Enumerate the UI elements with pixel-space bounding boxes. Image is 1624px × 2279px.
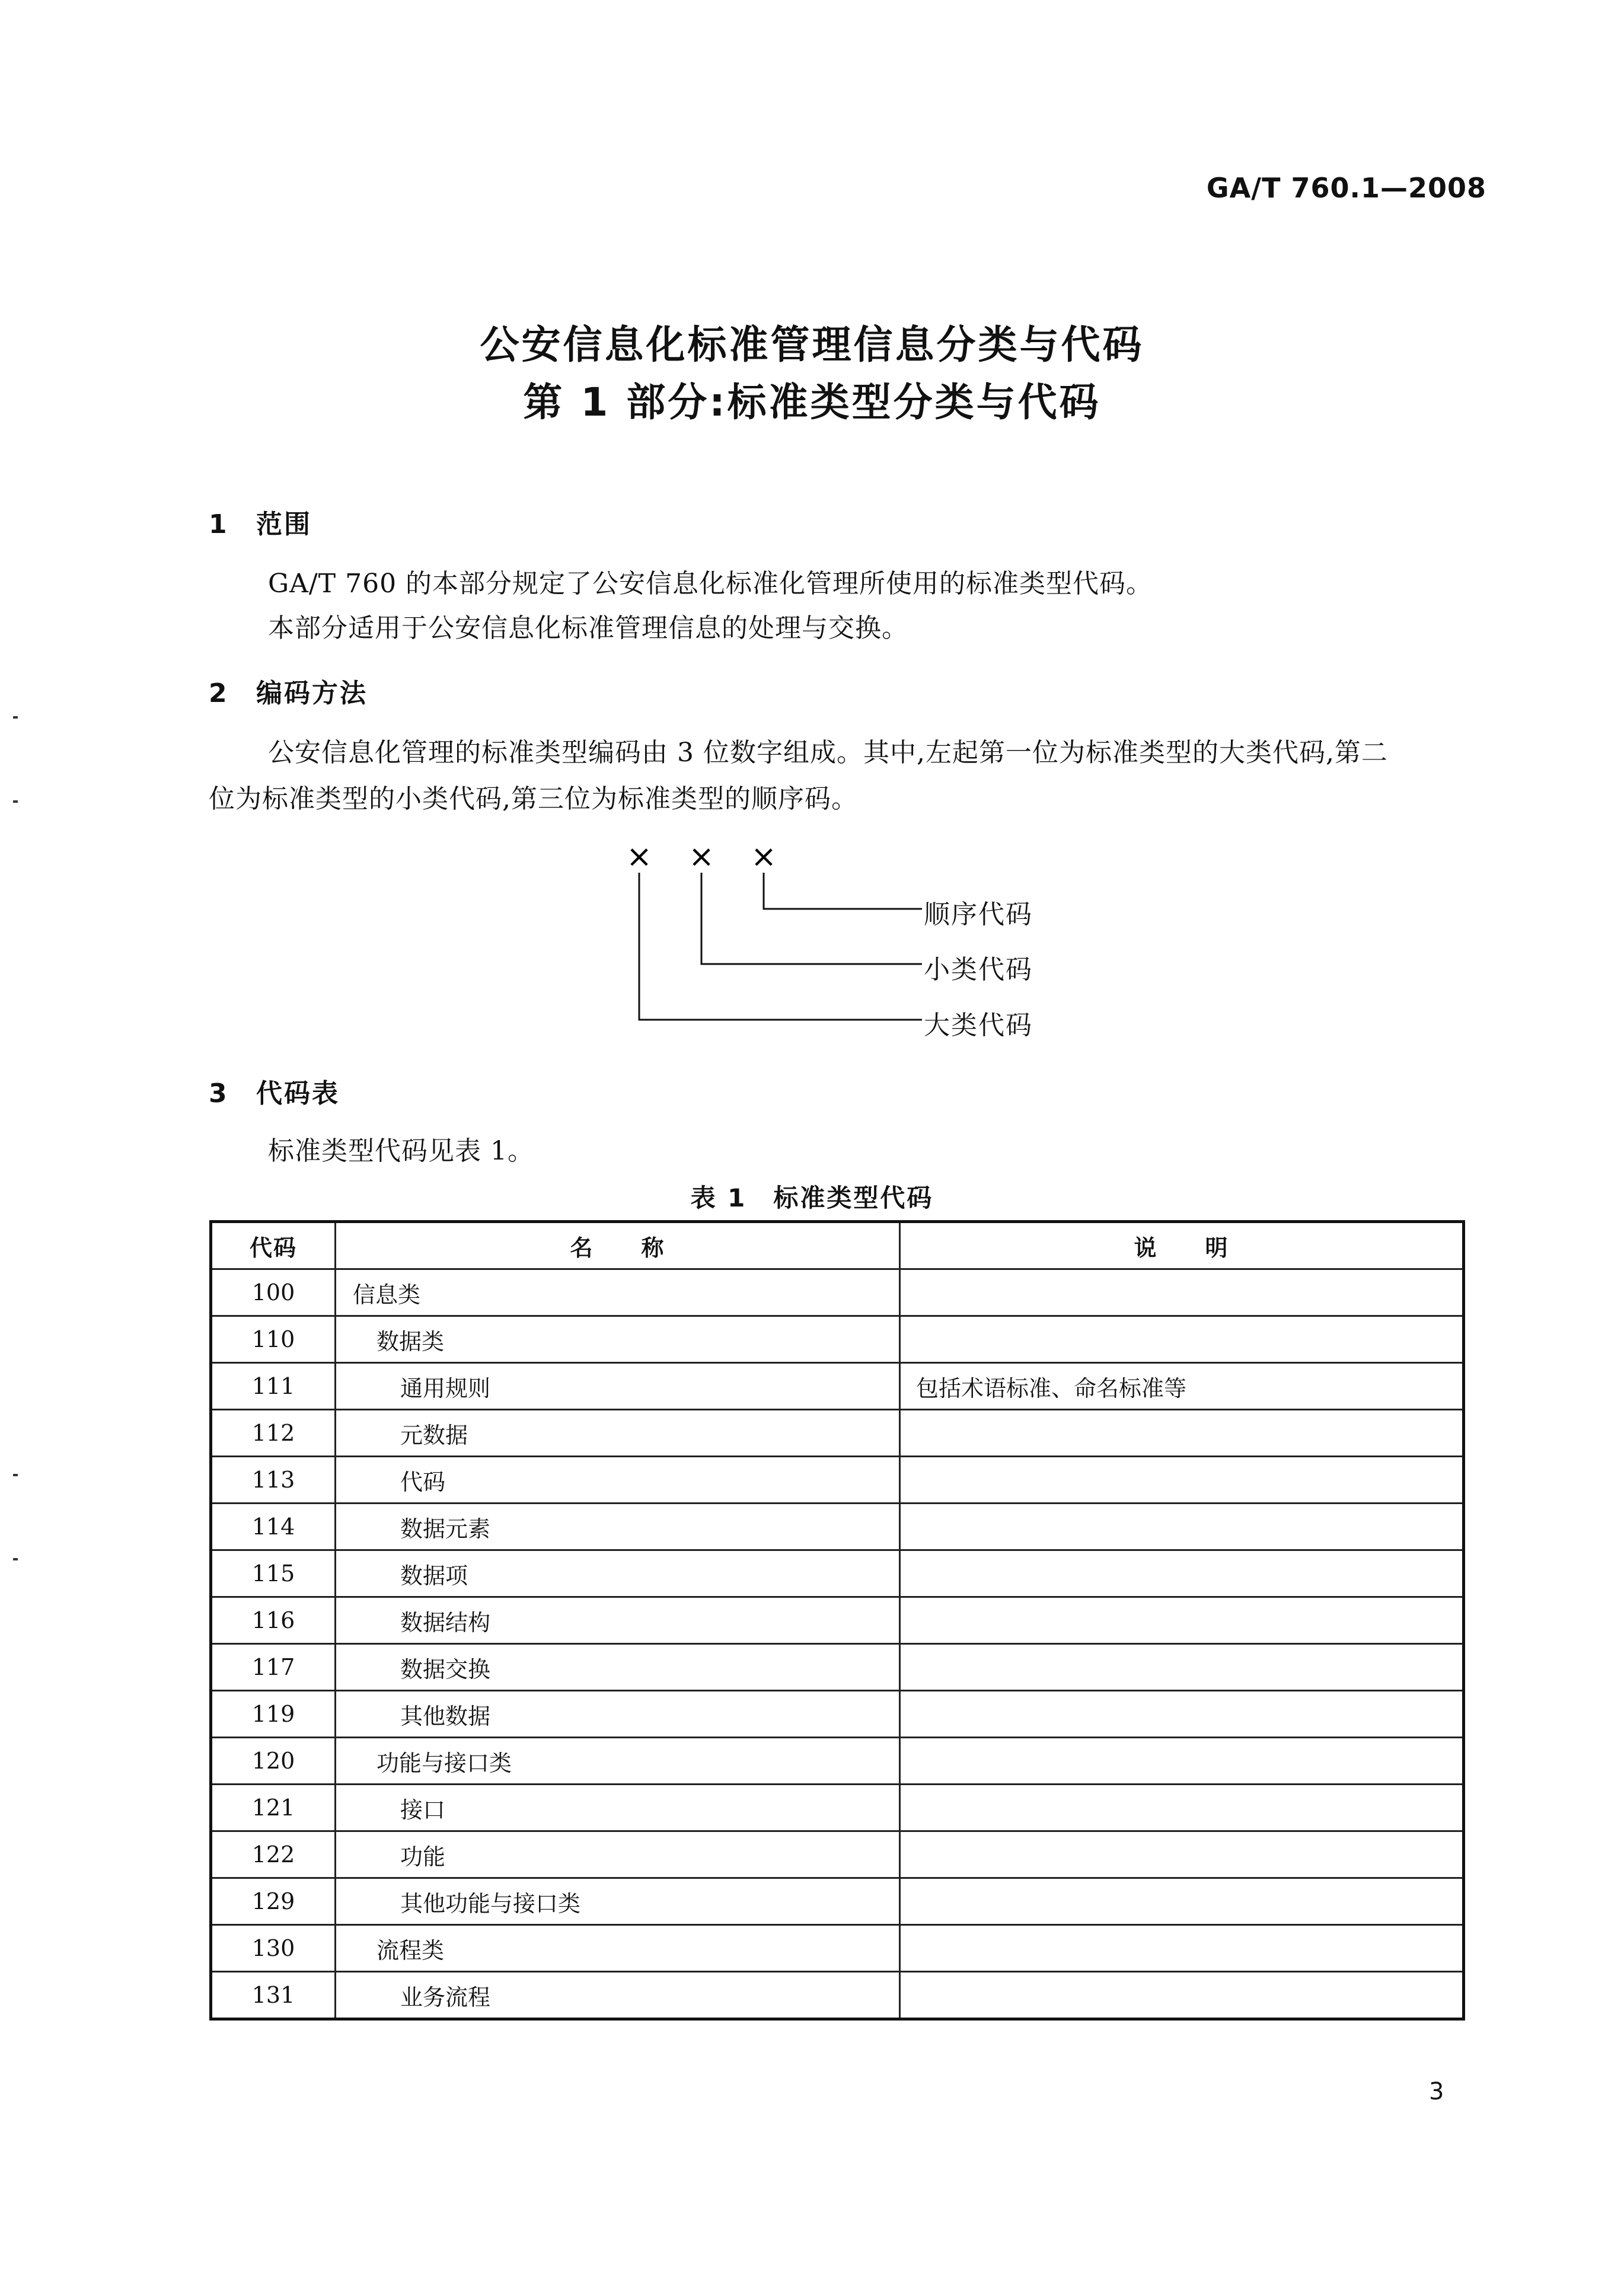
cell-code: 117 bbox=[211, 1644, 336, 1691]
code-table-paragraph: 标准类型代码见表 1。 bbox=[268, 1136, 534, 1166]
section-number: 1 bbox=[209, 509, 229, 540]
margin-mark bbox=[13, 1474, 18, 1476]
cell-code: 112 bbox=[211, 1410, 336, 1457]
cell-name: 业务流程 bbox=[336, 1972, 900, 2019]
cell-description bbox=[900, 1785, 1464, 1831]
cell-description bbox=[900, 1269, 1464, 1316]
cell-description bbox=[900, 1925, 1464, 1972]
cell-description bbox=[900, 1457, 1464, 1504]
cell-name: 数据元素 bbox=[336, 1504, 900, 1550]
cell-name: 数据类 bbox=[336, 1316, 900, 1363]
cell-name: 通用规则 bbox=[336, 1363, 900, 1410]
cell-code: 116 bbox=[211, 1597, 336, 1644]
cell-code: 113 bbox=[211, 1457, 336, 1504]
section-title: 范围 bbox=[256, 509, 312, 540]
coding-paragraph-line-1: 公安信息化管理的标准类型编码由 3 位数字组成。其中,左起第一位为标准类型的大类代码,第二 bbox=[268, 738, 1388, 768]
scope-paragraph-1: GA/T 760 的本部分规定了公安信息化标准化管理所使用的标准类型代码。 bbox=[268, 569, 1153, 599]
table-row bbox=[211, 1504, 1464, 1550]
table-row bbox=[211, 1644, 1464, 1691]
cell-description bbox=[900, 1597, 1464, 1644]
cell-description bbox=[900, 1410, 1464, 1457]
section-title: 代码表 bbox=[256, 1078, 340, 1109]
cell-code: 121 bbox=[211, 1785, 336, 1831]
connector-major bbox=[639, 873, 922, 1020]
cell-description bbox=[900, 1316, 1464, 1363]
connector-minor bbox=[701, 873, 922, 964]
table-row bbox=[211, 1785, 1464, 1831]
table-row bbox=[211, 1550, 1464, 1597]
scope-paragraph-2: 本部分适用于公安信息化标准管理信息的处理与交换。 bbox=[268, 613, 908, 643]
cell-description: 包括术语标准、命名标准等 bbox=[900, 1363, 1464, 1410]
section-number: 2 bbox=[209, 678, 229, 708]
cell-description bbox=[900, 1972, 1464, 2019]
cell-name: 信息类 bbox=[336, 1269, 900, 1316]
section-title: 编码方法 bbox=[256, 678, 368, 708]
cell-name: 接口 bbox=[336, 1785, 900, 1831]
table-row bbox=[211, 1597, 1464, 1644]
coding-paragraph-line-2: 位为标准类型的小类代码,第三位为标准类型的顺序码。 bbox=[209, 784, 858, 814]
page-number: 3 bbox=[1429, 2078, 1444, 2105]
table-row bbox=[211, 1410, 1464, 1457]
cell-name: 其他功能与接口类 bbox=[336, 1878, 900, 1925]
margin-mark bbox=[13, 800, 18, 803]
section-heading-coding bbox=[209, 672, 368, 710]
digit-placeholder-major: × bbox=[626, 839, 652, 874]
cell-description bbox=[900, 1550, 1464, 1597]
cell-name: 数据交换 bbox=[336, 1644, 900, 1691]
table-row bbox=[211, 1457, 1464, 1504]
cell-name: 其他数据 bbox=[336, 1691, 900, 1738]
cell-description bbox=[900, 1644, 1464, 1691]
cell-name: 元数据 bbox=[336, 1410, 900, 1457]
table-caption: 表 1 标准类型代码 bbox=[690, 1183, 934, 1212]
cell-name: 流程类 bbox=[336, 1925, 900, 1972]
connector-sequence bbox=[764, 873, 922, 909]
table-body bbox=[211, 1269, 1464, 2019]
table-row bbox=[211, 1925, 1464, 1972]
cell-description bbox=[900, 1831, 1464, 1878]
section-heading-code-table bbox=[209, 1072, 340, 1110]
table-row bbox=[211, 1691, 1464, 1738]
section-heading-scope bbox=[209, 503, 312, 541]
digit-placeholder-minor: × bbox=[688, 839, 714, 874]
cell-code: 120 bbox=[211, 1738, 336, 1785]
cell-name: 数据结构 bbox=[336, 1597, 900, 1644]
table-row bbox=[211, 1878, 1464, 1925]
code-table bbox=[209, 1220, 1465, 2021]
cell-code: 129 bbox=[211, 1878, 336, 1925]
cell-name: 代码 bbox=[336, 1457, 900, 1504]
cell-code: 115 bbox=[211, 1550, 336, 1597]
table-row bbox=[211, 1316, 1464, 1363]
digit-placeholder-sequence: × bbox=[751, 839, 777, 874]
code-table-container bbox=[209, 1220, 1462, 2021]
cell-description bbox=[900, 1738, 1464, 1785]
section-number: 3 bbox=[209, 1078, 229, 1109]
cell-code: 130 bbox=[211, 1925, 336, 1972]
header-name: 名 称 bbox=[336, 1222, 900, 1269]
table-row bbox=[211, 1831, 1464, 1878]
table-row bbox=[211, 1269, 1464, 1316]
cell-name: 功能 bbox=[336, 1831, 900, 1878]
table-row bbox=[211, 1738, 1464, 1785]
document-subtitle: 第 1 部分:标准类型分类与代码 bbox=[523, 379, 1101, 425]
cell-code: 114 bbox=[211, 1504, 336, 1550]
header-description: 说 明 bbox=[900, 1222, 1464, 1269]
cell-description bbox=[900, 1504, 1464, 1550]
header-code: 代码 bbox=[211, 1222, 336, 1269]
cell-code: 119 bbox=[211, 1691, 336, 1738]
table-row bbox=[211, 1972, 1464, 2019]
label-minor-code: 小类代码 bbox=[924, 955, 1033, 985]
cell-code: 110 bbox=[211, 1316, 336, 1363]
code-structure-diagram bbox=[623, 830, 1097, 1049]
cell-code: 111 bbox=[211, 1363, 336, 1410]
cell-description bbox=[900, 1878, 1464, 1925]
cell-code: 122 bbox=[211, 1831, 336, 1878]
margin-mark bbox=[13, 716, 18, 719]
table-row bbox=[211, 1363, 1464, 1410]
cell-description bbox=[900, 1691, 1464, 1738]
document-title: 公安信息化标准管理信息分类与代码 bbox=[480, 322, 1144, 368]
cell-name: 功能与接口类 bbox=[336, 1738, 900, 1785]
table-header-row bbox=[211, 1222, 1464, 1269]
label-major-code: 大类代码 bbox=[924, 1010, 1033, 1040]
cell-name: 数据项 bbox=[336, 1550, 900, 1597]
standard-number: GA/T 760.1—2008 bbox=[1206, 172, 1486, 204]
cell-code: 131 bbox=[211, 1972, 336, 2019]
label-sequence-code: 顺序代码 bbox=[924, 899, 1033, 930]
cell-code: 100 bbox=[211, 1269, 336, 1316]
margin-mark bbox=[13, 1558, 18, 1560]
